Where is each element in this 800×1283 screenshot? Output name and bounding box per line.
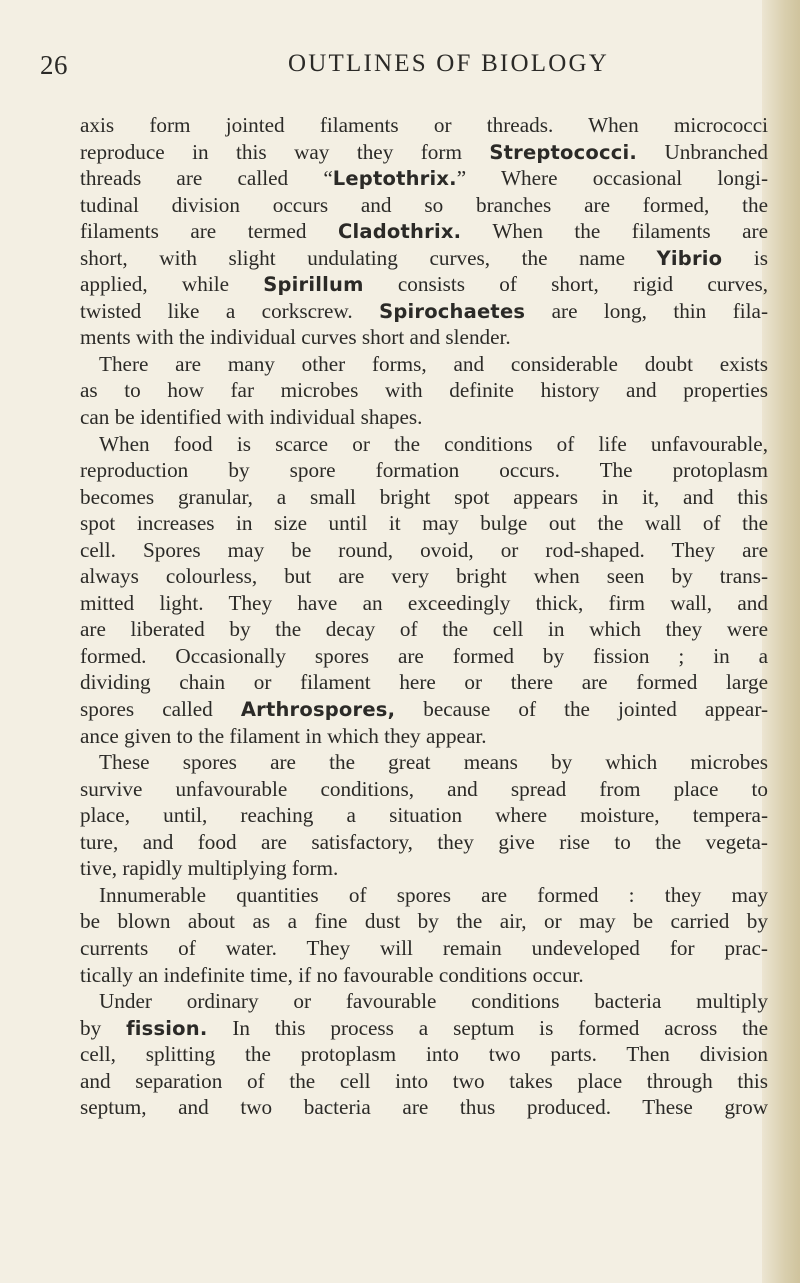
text-run: because of the jointed appear- (395, 697, 768, 722)
text-run: spores called (80, 697, 241, 722)
text-line (80, 165, 768, 192)
text-run: axis form jointed filaments or threads. When micrococci (80, 113, 768, 137)
text-line (80, 988, 768, 1015)
text-line (80, 324, 768, 351)
text-run: tically an indefinite time, if no favourable conditions occur. (80, 962, 584, 987)
text-line (80, 431, 768, 458)
text-line (80, 723, 768, 750)
bold-term: Streptococci. (489, 140, 638, 164)
text-line (80, 590, 768, 617)
text-line (80, 962, 768, 989)
text-run: twisted like a corkscrew. (80, 298, 380, 323)
text-line (80, 669, 768, 696)
text-run: cell, splitting the protoplasm into two parts. Then division (80, 1042, 768, 1067)
text-run: tudinal division occurs and so branches are formed, the (80, 192, 768, 217)
text-line (80, 855, 768, 882)
text-line (80, 1068, 768, 1095)
text-line (80, 616, 768, 643)
text-line (80, 218, 768, 245)
page-number: 26 (40, 50, 68, 80)
text-run: septum, and two bacteria are thus produced. These grow (80, 1095, 768, 1120)
bold-term: Cladothrix. (338, 220, 462, 244)
bold-term: Arthrospores, (240, 698, 396, 722)
text-run: mitted light. They have an exceedingly thick, firm wall, and (80, 590, 768, 615)
text-run: When food is scarce or the conditions of life unfavourable, (99, 431, 768, 456)
bold-term: Leptothrix. (332, 167, 457, 191)
text-run: There are many other forms, and considerable doubt exists (99, 351, 768, 376)
text-line (80, 643, 768, 670)
body-text (80, 112, 768, 1121)
text-line (80, 829, 768, 856)
text-line (80, 1041, 768, 1068)
text-run: spot increases in size until it may bulge out the wall of the (80, 511, 768, 536)
text-line (80, 457, 768, 484)
running-head: OUTLINES OF BIOLOGY (288, 50, 609, 77)
text-run: are long, thin fila- (525, 298, 768, 323)
text-run: When the filaments are (461, 219, 768, 244)
text-run: dividing chain or filament here or there are formed large (80, 670, 768, 695)
text-run: applied, while (80, 272, 264, 297)
text-line (80, 1094, 768, 1121)
text-line (80, 298, 768, 325)
text-run: short, with slight undulating curves, the name (80, 245, 657, 270)
text-line (80, 245, 768, 272)
text-run: and separation of the cell into two takes place through this (80, 1068, 768, 1093)
text-run: be blown about as a fine dust by the air, or may be carried by (80, 909, 768, 934)
text-line (80, 112, 768, 139)
bold-term: Spirillum (263, 273, 364, 297)
text-run: by (80, 1015, 127, 1040)
text-line (80, 563, 768, 590)
text-line (80, 510, 768, 537)
text-run: can be identified with individual shapes. (80, 405, 423, 430)
text-run: consists of short, rigid curves, (363, 272, 768, 297)
text-run: always colourless, but are very bright when seen by trans- (80, 564, 768, 589)
text-run: ture, and food are satisfactory, they give rise to the vegeta- (80, 829, 768, 854)
text-line (80, 351, 768, 378)
text-run: are liberated by the decay of the cell in which they were (80, 617, 768, 642)
text-line (80, 1015, 768, 1042)
text-run: Under ordinary or favourable conditions bacteria multiply (99, 989, 768, 1014)
text-run: currents of water. They will remain undeveloped for prac- (80, 935, 768, 960)
text-run: reproduce in this way they form (80, 139, 490, 164)
text-line (80, 776, 768, 803)
text-run: In this process a septum is formed across the (207, 1015, 768, 1040)
text-line (80, 882, 768, 909)
text-run: cell. Spores may be round, ovoid, or rod-shaped. They are (80, 537, 768, 562)
text-run: ” Where occasional longi- (456, 166, 768, 191)
text-run: is (722, 245, 768, 270)
text-run: ments with the individual curves short and slender. (80, 325, 511, 350)
text-line (80, 908, 768, 935)
bold-term: fission. (126, 1016, 208, 1040)
text-run: Innumerable quantities of spores are formed : they may (99, 882, 768, 907)
text-run: formed. Occasionally spores are formed by fission ; in a (80, 643, 768, 668)
text-line (80, 192, 768, 219)
text-line (80, 404, 768, 431)
text-line (80, 696, 768, 723)
text-run: as to how far microbes with definite history and properties (80, 378, 768, 403)
bold-term: Spirochaetes (379, 299, 526, 323)
text-line (80, 537, 768, 564)
text-run: survive unfavourable conditions, and spread from place to (80, 776, 768, 801)
text-run: filaments are termed (80, 219, 339, 244)
text-line (80, 802, 768, 829)
text-run: tive, rapidly multiplying form. (80, 856, 339, 881)
text-run: place, until, reaching a situation where moisture, tempera- (80, 803, 768, 828)
bold-term: Yibrio (656, 246, 723, 270)
text-run: threads are called “ (80, 166, 333, 191)
page-header (40, 50, 760, 90)
text-line (80, 935, 768, 962)
text-run: These spores are the great means by which microbes (99, 750, 768, 775)
text-line (80, 484, 768, 511)
text-line (80, 271, 768, 298)
text-run: reproduction by spore formation occurs. The protoplasm (80, 458, 768, 483)
text-line (80, 749, 768, 776)
text-run: Unbranched (637, 139, 768, 164)
text-run: ance given to the filament in which they appear. (80, 723, 487, 748)
text-run: becomes granular, a small bright spot appears in it, and this (80, 484, 768, 509)
text-line (80, 377, 768, 404)
text-line (80, 139, 768, 166)
